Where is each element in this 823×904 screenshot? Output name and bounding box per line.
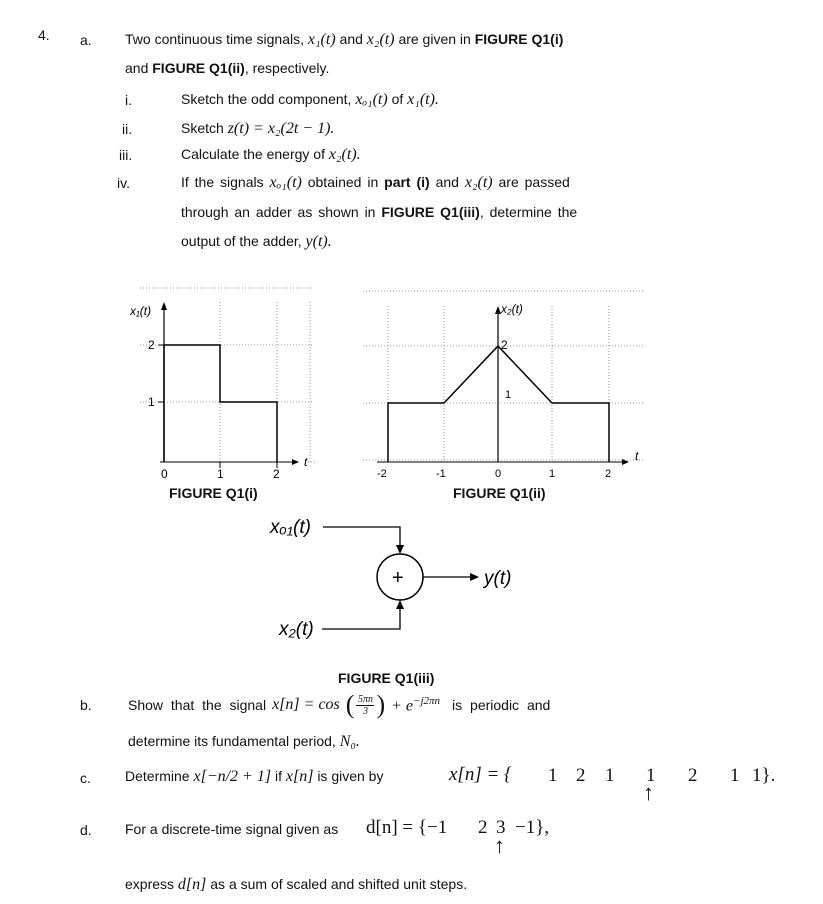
fig2-mid-label: 1 bbox=[505, 389, 512, 401]
math-x1: x₁(t). bbox=[407, 91, 439, 108]
frac-numerator: 5πn bbox=[357, 693, 373, 705]
part-b-paren-open: ( bbox=[345, 690, 355, 719]
plus-e: + e bbox=[391, 697, 414, 715]
part-a-line2-post: , respectively. bbox=[244, 60, 330, 76]
question-number: 4. bbox=[38, 27, 50, 43]
part-b-paren-close: ) bbox=[376, 690, 386, 719]
seq-c-v2: 1 bbox=[605, 765, 615, 786]
fig1-x-tick-0: 0 bbox=[161, 467, 168, 481]
fig2-x-label: t bbox=[635, 449, 639, 463]
part-i-reference: part (i) bbox=[384, 174, 430, 190]
item-label-i: i. bbox=[125, 92, 132, 108]
math-dn: d[n] bbox=[177, 876, 207, 893]
item-label-iv: iv. bbox=[117, 175, 130, 191]
item-iv-line3-pre: output of the adder, bbox=[181, 233, 302, 249]
part-c-sequence-lhs bbox=[449, 764, 512, 786]
seq-c-v5: 1 bbox=[730, 765, 740, 786]
part-b-eq-plus bbox=[391, 695, 440, 715]
math-x2t: x₂(t) bbox=[366, 31, 395, 48]
fig1-x-label: t bbox=[304, 455, 308, 469]
item-iii-text bbox=[181, 146, 361, 164]
part-d-line2-post: as a sum of scaled and shifted unit steps. bbox=[210, 876, 468, 892]
adder-input1-label: xₒ₁(t) bbox=[270, 517, 311, 538]
fig1-y-tick-1: 1 bbox=[148, 395, 155, 409]
item-iv-line2-pre: through an adder as shown in bbox=[181, 204, 376, 220]
math-xn: x[n] bbox=[285, 768, 314, 785]
part-c-post: is given by bbox=[317, 768, 384, 784]
item-i-text bbox=[181, 91, 439, 109]
seq-d-origin-arrow: ↑ bbox=[494, 833, 505, 858]
adder-input2-label: x₂(t) bbox=[279, 619, 314, 640]
fig2-x-tick-1: 1 bbox=[549, 468, 556, 480]
part-b-pre: Show that the signal bbox=[128, 697, 267, 713]
figure-q1-iii-diagram bbox=[255, 505, 555, 655]
item-iv-line3 bbox=[181, 233, 332, 251]
fig2-reference: FIGURE Q1(ii) bbox=[152, 60, 245, 76]
item-label-ii: ii. bbox=[122, 121, 133, 137]
math-y: y(t). bbox=[305, 233, 332, 250]
part-b-post: is periodic and bbox=[452, 697, 551, 713]
part-d-label: d. bbox=[80, 822, 92, 838]
seq-d-v2-origin: 3 bbox=[496, 817, 506, 838]
item-iv-pre: If the signals bbox=[181, 174, 264, 190]
item-label-iii: iii. bbox=[119, 147, 133, 163]
figure-q1-iii-caption: FIGURE Q1(iii) bbox=[338, 670, 435, 686]
part-a-line1-pre: Two continuous time signals, bbox=[125, 31, 304, 47]
item-i-pre: Sketch the odd component, bbox=[181, 91, 352, 107]
exponent: −j2πn bbox=[413, 694, 441, 707]
item-iv-line1 bbox=[181, 174, 570, 192]
math-N0: N₀. bbox=[339, 733, 360, 750]
item-i-mid: of bbox=[391, 91, 404, 107]
seq-d-v3: −1}, bbox=[515, 817, 550, 838]
part-b-eq-lhs: x[n] = cos bbox=[272, 696, 340, 713]
part-d-line2-pre: express bbox=[125, 876, 175, 892]
math-x-transformed: x[−n/2 + 1] bbox=[193, 768, 272, 785]
part-b-fraction bbox=[356, 694, 374, 717]
seq-c-v6: 1}. bbox=[752, 765, 776, 786]
part-d-pre: For a discrete-time signal given as bbox=[125, 821, 339, 837]
fig2-x-tick-n2: -2 bbox=[377, 468, 387, 480]
fig2-x-tick-0: 0 bbox=[495, 468, 502, 480]
item-iii-pre: Calculate the energy of bbox=[181, 146, 325, 162]
part-c-pre: Determine bbox=[125, 768, 190, 784]
item-iv-post: are passed bbox=[498, 174, 570, 190]
adder-plus: + bbox=[392, 567, 404, 589]
item-iv-and: and bbox=[435, 174, 459, 190]
figure-q1-ii-plot bbox=[355, 286, 655, 481]
seq-c-lhs: x[n] = { bbox=[449, 764, 512, 785]
part-b-line2-pre: determine its fundamental period, bbox=[128, 733, 336, 749]
figure-q1-i-caption: FIGURE Q1(i) bbox=[169, 485, 258, 501]
seq-c-origin-arrow: ↑ bbox=[643, 780, 654, 805]
part-a-line1 bbox=[125, 31, 563, 49]
fig1-x-tick-2: 2 bbox=[273, 467, 280, 481]
seq-c-v4: 2 bbox=[688, 765, 698, 786]
item-ii-text bbox=[181, 120, 334, 138]
part-c-text bbox=[125, 768, 383, 786]
fig1-reference: FIGURE Q1(i) bbox=[474, 31, 564, 47]
fig1-y-tick-2: 2 bbox=[148, 338, 155, 352]
part-b-line2 bbox=[128, 733, 360, 751]
fig2-x-tick-2: 2 bbox=[605, 468, 612, 480]
part-c-mid: if bbox=[274, 768, 282, 784]
item-iv-line2 bbox=[181, 204, 577, 220]
part-a-line2-and: and bbox=[125, 60, 149, 76]
part-d-line2 bbox=[125, 876, 467, 894]
math-x1t: x₁(t) bbox=[307, 31, 336, 48]
item-iv-line2-post: , determine the bbox=[479, 204, 578, 220]
math-z: z(t) = x₂(2t − 1). bbox=[227, 120, 335, 137]
item-ii-pre: Sketch bbox=[181, 120, 224, 136]
part-a-and: and bbox=[339, 31, 363, 47]
fig2-y-label: x₂(t) bbox=[501, 302, 523, 316]
item-iv-mid: obtained in bbox=[307, 174, 379, 190]
seq-d-v1: 2 bbox=[478, 817, 488, 838]
math-xo1: xₒ₁(t) bbox=[355, 91, 388, 108]
math-xo1-iv: xₒ₁(t) bbox=[269, 174, 302, 191]
figure-q1-i-plot bbox=[120, 282, 330, 482]
fig3-reference: FIGURE Q1(iii) bbox=[381, 204, 480, 220]
part-b-line1 bbox=[128, 690, 550, 720]
part-a-label: a. bbox=[80, 32, 92, 48]
math-x2-energy: x₂(t). bbox=[328, 146, 361, 163]
frac-denominator: 3 bbox=[362, 705, 368, 717]
fig2-x-tick-n1: -1 bbox=[436, 468, 446, 480]
figure-q1-ii-caption: FIGURE Q1(ii) bbox=[453, 485, 546, 501]
seq-c-v3-origin: 1 bbox=[646, 765, 656, 786]
part-a-line2 bbox=[125, 60, 329, 76]
fig1-x-tick-1: 1 bbox=[217, 467, 224, 481]
seq-c-v1: 2 bbox=[576, 765, 586, 786]
fig1-y-label: x₁(t) bbox=[130, 304, 152, 318]
seq-c-v0: 1 bbox=[548, 765, 558, 786]
seq-d-lhs: d[n] = {−1 bbox=[366, 817, 448, 838]
fig2-peak-label: 2 bbox=[501, 338, 508, 352]
part-a-line1-post: are given in bbox=[398, 31, 471, 47]
part-b-label: b. bbox=[80, 697, 92, 713]
part-c-label: c. bbox=[80, 770, 91, 786]
math-x2-iv: x₂(t) bbox=[464, 174, 493, 191]
adder-output-label: y(t) bbox=[484, 568, 512, 589]
